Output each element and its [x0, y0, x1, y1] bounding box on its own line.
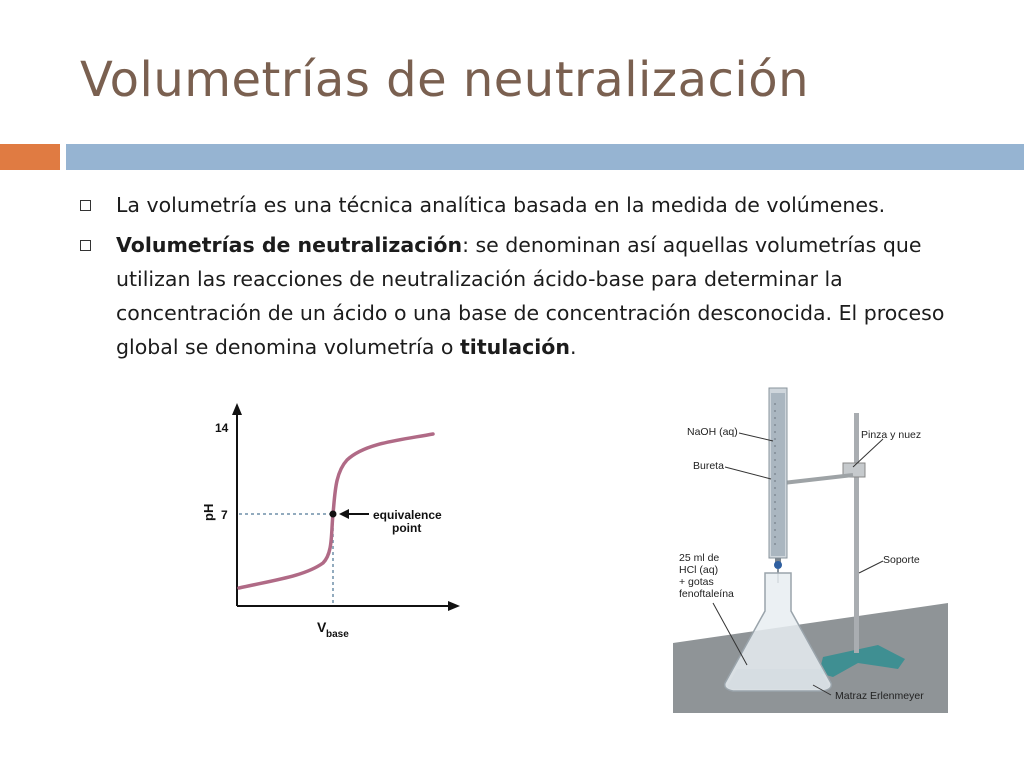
annotation-label-line1: equivalence — [373, 508, 442, 522]
bullet-text: : se denominan así aquellas volumetrías que utilizan las reacciones de neutralización ácido-base para determinar la concentración de un ácido o una base de concentración desconocida. El proceso global se denomina volumetría o — [116, 233, 945, 359]
bullet-item — [78, 228, 988, 364]
slide-title: Volumetrías de neutralización — [80, 52, 809, 108]
label-hcl-3: + gotas — [679, 576, 714, 588]
annotation-label-line2: point — [392, 521, 422, 535]
leader-line — [739, 433, 773, 441]
x-axis-label: V — [317, 619, 327, 635]
y-tick-label: 14 — [215, 421, 229, 435]
leader-line — [859, 561, 883, 573]
bullet-bold-tail: titulación — [460, 335, 570, 359]
bullet-text: La volumetría es una técnica analítica basada en la medida de volúmenes. — [116, 193, 886, 217]
label-hcl-2: HCl (aq) — [679, 564, 719, 576]
hollow-square-bullet-icon — [80, 200, 91, 211]
label-bureta: Bureta — [693, 460, 724, 472]
x-axis-label-subscript: base — [326, 629, 349, 640]
support-rod — [854, 413, 859, 653]
bullet-bold-lead: Volumetrías de neutralización — [116, 233, 463, 257]
hollow-square-bullet-icon — [80, 240, 91, 251]
x-axis-arrow-icon — [448, 601, 460, 611]
label-hcl-4: fenoftaleína — [679, 588, 734, 600]
annotation-arrow-icon — [339, 509, 349, 519]
bullet-end: . — [569, 335, 577, 359]
equivalence-point-marker — [330, 511, 337, 518]
accent-bar-orange — [0, 144, 60, 170]
y-tick-label: 7 — [221, 508, 228, 522]
titration-apparatus-illustration — [673, 383, 951, 715]
label-soporte: Soporte — [883, 554, 920, 566]
clamp-arm — [783, 475, 853, 483]
burette-tip-drop — [774, 561, 782, 569]
label-pinza: Pinza y nuez — [861, 429, 922, 441]
titration-curve-chart — [195, 398, 470, 648]
leader-line — [725, 467, 771, 479]
accent-bar-blue — [66, 144, 1024, 170]
label-hcl-1: 25 ml de — [679, 552, 720, 564]
label-matraz: Matraz Erlenmeyer — [835, 690, 924, 702]
bullet-item — [78, 188, 988, 222]
y-axis-arrow-icon — [232, 403, 242, 415]
y-axis-label: pH — [201, 503, 216, 521]
bullet-list — [78, 188, 988, 370]
label-naoh: NaOH (aq) — [687, 426, 738, 438]
burette-liquid — [771, 393, 785, 556]
